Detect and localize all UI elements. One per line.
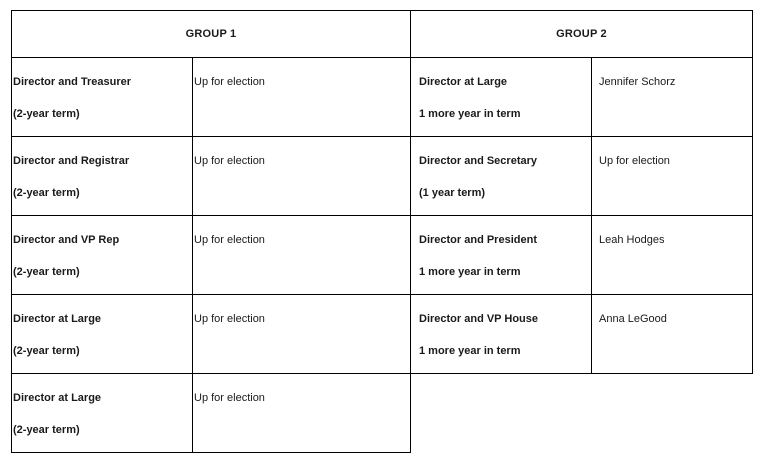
role-title: Director and President (419, 234, 537, 246)
role-title: Director and VP Rep (13, 234, 120, 246)
group-1-row-2-status-cell (192, 136, 411, 216)
status-text: Up for election (194, 155, 265, 167)
role-term: 1 more year in term (419, 108, 521, 120)
group-2-header (410, 10, 753, 58)
group-2-row-4-role-cell (410, 294, 592, 374)
role-title: Director and Treasurer (13, 76, 131, 88)
role-title: Director at Large (419, 76, 508, 88)
group-2-row-4-status-cell (591, 294, 753, 374)
status-text: Up for election (194, 234, 265, 246)
status-text: Jennifer Schorz (599, 76, 676, 88)
role-term: 1 more year in term (419, 266, 521, 278)
status-text: Up for election (194, 76, 265, 88)
role-term: (1 year term) (419, 187, 486, 199)
status-text: Up for election (194, 313, 265, 325)
status-text: Up for election (599, 155, 670, 167)
role-title: Director and Secretary (419, 155, 537, 167)
role-term: 1 more year in term (419, 345, 521, 357)
group-2-row-1-role-cell (410, 57, 592, 137)
group-1-row-5-role-cell (11, 373, 193, 453)
group-2-row-1-status-cell (591, 57, 753, 137)
group-1-row-4-status-cell (192, 294, 411, 374)
status-text: Leah Hodges (599, 234, 665, 246)
group-1-row-5-status-cell (192, 373, 411, 453)
role-term: (2-year term) (13, 424, 80, 436)
group-1-row-1-status-cell (192, 57, 411, 137)
group-2-header-label: GROUP 2 (556, 28, 607, 40)
role-title: Director and Registrar (13, 155, 130, 167)
group-1-row-3-role-cell (11, 215, 193, 295)
role-term: (2-year term) (13, 266, 80, 278)
role-title: Director and VP House (419, 313, 538, 325)
role-term: (2-year term) (13, 345, 80, 357)
group-1-row-2-role-cell (11, 136, 193, 216)
role-term: (2-year term) (13, 187, 80, 199)
group-1-header (11, 10, 411, 58)
group-2-row-3-status-cell (591, 215, 753, 295)
group-2-row-3-role-cell (410, 215, 592, 295)
group-2-row-2-role-cell (410, 136, 592, 216)
role-term: (2-year term) (13, 108, 80, 120)
group-1-row-3-status-cell (192, 215, 411, 295)
group-1-header-label: GROUP 1 (185, 28, 237, 40)
status-text: Up for election (194, 392, 265, 404)
group-1-row-4-role-cell (11, 294, 193, 374)
group-2-row-2-status-cell (591, 136, 753, 216)
group-1-row-1-role-cell (11, 57, 193, 137)
role-title: Director at Large (13, 392, 102, 404)
role-title: Director at Large (13, 313, 102, 325)
status-text: Anna LeGood (599, 313, 667, 325)
